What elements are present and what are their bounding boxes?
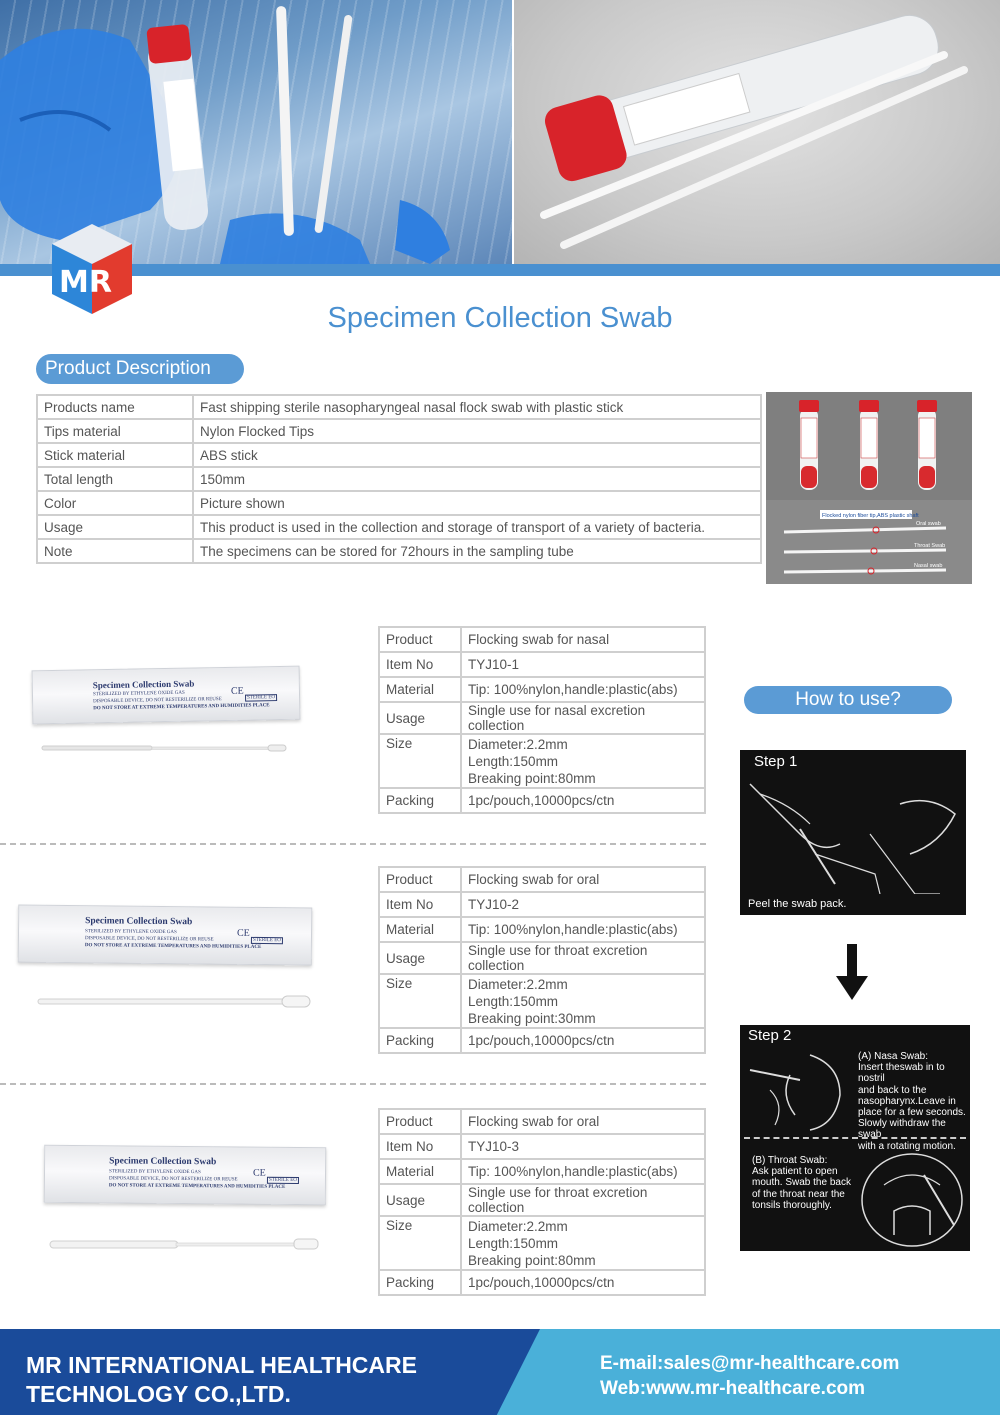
spec-value [461,1109,705,1134]
step-1-caption: Peel the swab pack. [748,898,847,910]
description-key: Stick material [37,443,193,467]
pouch-line: STERILIZED BY ETHYLENE OXIDE GAS [85,929,177,936]
spec-value [461,917,705,942]
arrow-down-icon [836,944,868,1000]
nasal-instruction-line: Slowly withdraw the swab [858,1118,946,1141]
description-key: Total length [37,467,193,491]
spec-value [461,867,705,892]
spec-key: Packing [379,1270,461,1295]
ce-mark: CE [230,685,244,697]
spec-value [461,734,705,788]
sterile-badge: STERILE EO [267,1177,299,1184]
how-to-use-heading: How to use? [744,686,952,714]
throat-instruction-line: mouth. Swab the back [752,1177,851,1189]
spec-value-line: Flocking swab for oral [468,1114,600,1129]
spec-value [461,1184,705,1216]
tube-1 [799,400,819,490]
spec-row [379,867,705,892]
step-2-throat-text [752,1155,862,1211]
spec-value-line: Breaking point:30mm [468,1010,596,1026]
spec-key: Size [379,734,461,788]
figure-caption: Flocked nylon fiber tip,ABS plastic shaft [822,513,919,519]
pouch-line: DISPOSABLE DEVICE, DO NOT RESTERILIZE OR REUSE [93,697,222,705]
spec-value [461,1134,705,1159]
spec-value-line: Single use for nasal excretion collection [468,703,646,733]
throat-instruction-line: tonsils thoroughly. [752,1199,832,1211]
spec-value-line: TYJ10-2 [468,897,520,912]
step-1-panel [740,750,966,915]
spec-value-line: Breaking point:80mm [468,1252,596,1268]
footer [0,1329,1000,1415]
spec-row [379,1109,705,1134]
description-row [37,419,761,443]
pouch-line: DO NOT STORE AT EXTREME TEMPERATURES AND HUMIDITIES PLACE [108,1183,286,1190]
spec-value-line: Length:150mm [468,993,559,1009]
step-2-panel [740,1025,970,1251]
spec-row [379,1159,705,1184]
spec-row [379,788,705,813]
spec-value-line: Diameter:2.2mm [468,736,568,752]
spec-value [461,1270,705,1295]
spec-value-line: Length:150mm [468,1235,559,1251]
spec-row [379,734,705,788]
swab-stick-3 [48,1236,324,1254]
spec-key: Material [379,917,461,942]
throat-instruction-line: Ask patient to open [752,1166,838,1178]
spec-key: Size [379,974,461,1028]
pouch-line: DISPOSABLE DEVICE, DO NOT RESTERILIZE OR REUSE [108,1176,238,1183]
spec-value-line: 1pc/pouch,10000pcs/ctn [468,1275,615,1290]
description-key: Usage [37,515,193,539]
section-divider [0,843,706,845]
swab-pouch-1 [32,666,301,725]
nasal-instruction-line: Insert theswab in to nostril [858,1062,945,1085]
pouch-title: Specimen Collection Swab [92,678,195,691]
company-name [26,1351,417,1409]
description-key: Color [37,491,193,515]
hero-accent-band [0,264,1000,276]
tubes-swabs-illustration [766,392,972,584]
hero-right-illustration [514,0,1000,264]
spec-value-line: TYJ10-1 [468,657,520,672]
pouch-line: STERILIZED BY ETHYLENE OXIDE GAS [92,690,185,698]
spec-value [461,974,705,1028]
description-value: This product is used in the collection and storage of transport of a variety of bacteria. [193,515,761,539]
section-divider [0,1083,706,1085]
sterile-badge: STERILE EO [245,694,277,702]
throat-instruction-line: (B) Throat Swab: [752,1155,828,1166]
pouch-line: DO NOT STORE AT EXTREME TEMPERATURES AND HUMIDITIES PLACE [84,943,262,951]
nasal-instruction-line: with a rotating motion. [858,1140,956,1152]
description-key: Note [37,539,193,563]
ce-mark: CE [252,1167,266,1179]
spec-row [379,702,705,734]
spec-value [461,942,705,974]
swab-pouch-3 [44,1145,326,1205]
product-description-heading: Product Description [36,354,244,384]
spec-value-line: Diameter:2.2mm [468,976,568,992]
spec-row [379,942,705,974]
description-row [37,539,761,563]
website-link[interactable]: Web:www.mr-healthcare.com [600,1378,866,1399]
swab-pouch-2 [18,904,313,965]
spec-value-line: Single use for throat excretion collection [468,943,648,973]
spec-value [461,1028,705,1053]
spec-value-line: Diameter:2.2mm [468,1218,568,1234]
spec-value-line: Tip: 100%nylon,handle:plastic(abs) [468,682,678,697]
throat-swab-illustration [854,1145,968,1249]
spec-value [461,788,705,813]
description-value: The specimens can be stored for 72hours in the sampling tube [193,539,761,563]
spec-row [379,974,705,1028]
spec-table-3 [378,1108,706,1296]
spec-row [379,1028,705,1053]
spec-key: Item No [379,652,461,677]
hero-photo-tube-swabs [514,0,1000,264]
spec-row [379,892,705,917]
spec-key: Packing [379,788,461,813]
tubes-swabs-figure [766,392,972,584]
spec-value-line: Flocking swab for nasal [468,632,610,647]
figure-label-oral: Oral swab [916,521,941,527]
spec-value [461,677,705,702]
spec-key: Item No [379,892,461,917]
spec-value [461,1216,705,1270]
spec-key: Product [379,1109,461,1134]
spec-row [379,652,705,677]
spec-key: Material [379,677,461,702]
pouch-line: DO NOT STORE AT EXTREME TEMPERATURES AND HUMIDITIES PLACE [93,703,270,712]
nasal-instruction-line: (A) Nasa Swab: [858,1051,929,1062]
spec-key: Packing [379,1028,461,1053]
email-link[interactable]: E-mail:sales@mr-healthcare.com [600,1353,900,1374]
description-row [37,395,761,419]
company-name-line-2: TECHNOLOGY CO.,LTD. [26,1381,291,1407]
spec-key: Item No [379,1134,461,1159]
description-value: Nylon Flocked Tips [193,419,761,443]
spec-value [461,1159,705,1184]
description-value: Picture shown [193,491,761,515]
spec-key: Material [379,1159,461,1184]
description-value: 150mm [193,467,761,491]
spec-value-line: Breaking point:80mm [468,770,596,786]
step-2-label: Step 2 [748,1027,792,1044]
spec-value-line: Tip: 100%nylon,handle:plastic(abs) [468,1164,678,1179]
svg-text:MR: MR [59,265,112,300]
spec-key: Usage [379,1184,461,1216]
spec-key: Product [379,627,461,652]
spec-row [379,627,705,652]
spec-table-1 [378,626,706,814]
spec-value-line: Tip: 100%nylon,handle:plastic(abs) [468,922,678,937]
throat-instruction-line: of the throat near the [752,1188,845,1200]
description-row [37,443,761,467]
step-1-label: Step 1 [754,753,798,770]
tube-2 [859,400,879,490]
description-row [37,515,761,539]
spec-row [379,1270,705,1295]
figure-label-throat: Throat Swab [914,543,946,549]
spec-value [461,702,705,734]
spec-value [461,627,705,652]
spec-value-line: 1pc/pouch,10000pcs/ctn [468,1033,615,1048]
spec-value-line: Flocking swab for oral [468,872,600,887]
step-1-illustration [740,774,966,894]
spec-key: Product [379,867,461,892]
spec-value [461,892,705,917]
spec-value-line: Length:150mm [468,753,559,769]
ce-mark: CE [236,927,250,939]
company-name-line-1: MR INTERNATIONAL HEALTHCARE [26,1352,417,1378]
pouch-line: DISPOSABLE DEVICE, DO NOT RESTERILIZE OR REUSE [84,936,214,943]
pouch-title: Specimen Collection Swab [109,1156,217,1168]
description-key: Products name [37,395,193,419]
description-value: Fast shipping sterile nasopharyngeal nasal flock swab with plastic stick [193,395,761,419]
spec-key: Size [379,1216,461,1270]
nasal-swab-illustration [740,1045,855,1135]
step-2-divider [744,1137,966,1139]
spec-row [379,1184,705,1216]
tube-3 [917,400,937,490]
spec-table-2 [378,866,706,1054]
pouch-title: Specimen Collection Swab [85,916,193,928]
description-row [37,491,761,515]
spec-row [379,917,705,942]
nasal-instruction-line: and back to the [858,1084,927,1096]
description-row [37,467,761,491]
spec-row [379,1134,705,1159]
nasal-instruction-line: nasopharynx.Leave in [858,1095,956,1107]
description-value: ABS stick [193,443,761,467]
pouch-line: STERILIZED BY ETHYLENE OXIDE GAS [109,1169,201,1176]
spec-value [461,652,705,677]
sterile-badge: STERILE EO [251,937,283,944]
figure-label-nasal: Nasal swab [914,563,943,569]
spec-value-line: 1pc/pouch,10000pcs/ctn [468,793,615,808]
spec-value-line: Single use for throat excretion collection [468,1185,648,1215]
page-title: Specimen Collection Swab [327,302,673,334]
swab-stick-1 [40,742,290,754]
swab-stick-2 [36,994,316,1010]
contact-info [600,1351,899,1401]
description-key: Tips material [37,419,193,443]
nasal-instruction-line: place for a few seconds. [858,1107,966,1119]
spec-value-line: TYJ10-3 [468,1139,520,1154]
product-description-table [36,394,762,564]
spec-row [379,677,705,702]
spec-key: Usage [379,702,461,734]
spec-key: Usage [379,942,461,974]
spec-row [379,1216,705,1270]
